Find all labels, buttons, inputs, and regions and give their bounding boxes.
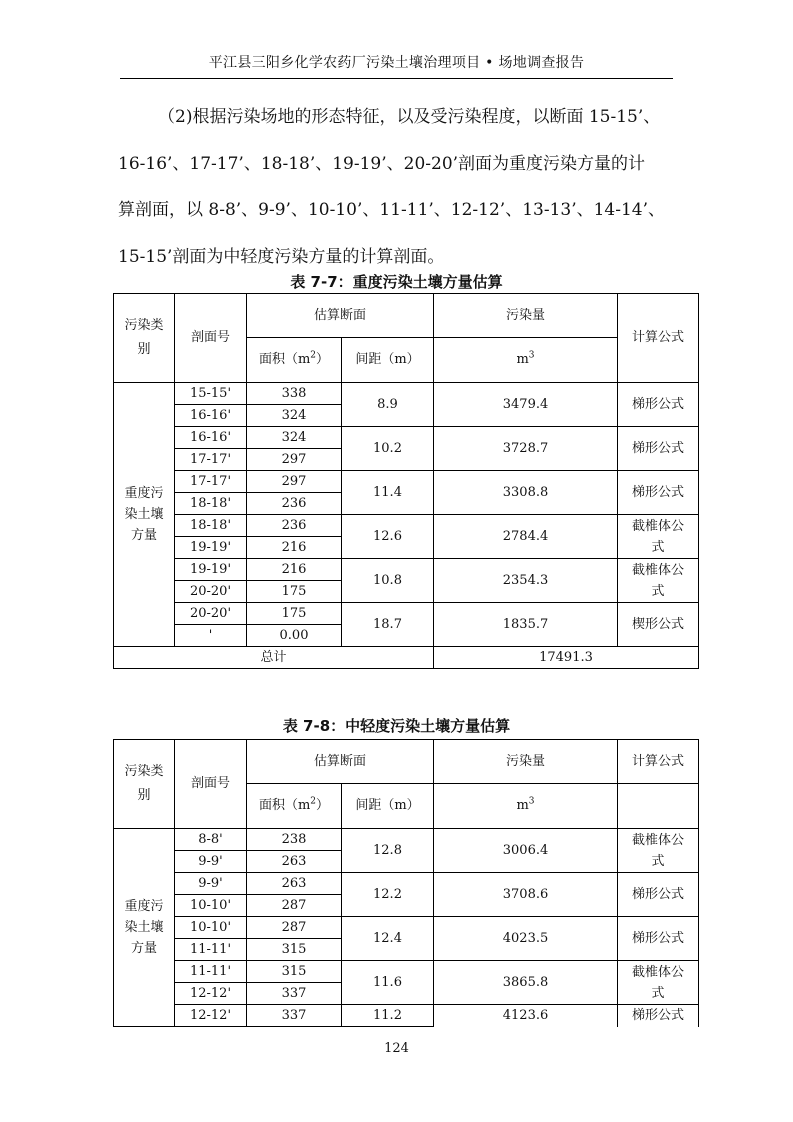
body-paragraph (118, 94, 678, 280)
volume-cell: 4123.6 (434, 1005, 618, 1027)
category-label: 重度污染土壤方量 (124, 486, 164, 543)
table-row (114, 471, 699, 493)
volume-header: 污染量 (434, 294, 618, 338)
area-cell: 338 (247, 383, 342, 405)
area-cell: 216 (247, 559, 342, 581)
header-rule (120, 78, 673, 79)
section-no-header: 剖面号 (175, 740, 247, 829)
area-cell: 287 (247, 917, 342, 939)
area-header: 面积$(m^2)$ (247, 338, 342, 383)
spacing-cell: 12.8 (342, 829, 434, 873)
formula-cell: 截椎体公式 (618, 961, 699, 1005)
volume-header: 污染量 (434, 740, 618, 784)
section-cell: 20-20' (175, 603, 247, 625)
section-cell: 9-9' (175, 851, 247, 873)
section-cell: 10-10' (175, 895, 247, 917)
table1-caption: 表 7-7：重度污染土壤方量估算 (290, 273, 503, 291)
area-cell: 263 (247, 873, 342, 895)
spacing-header: 间距（m） (342, 338, 434, 383)
section-cell: 11-11' (175, 939, 247, 961)
volume-unit-header: $m^3$ (434, 338, 618, 383)
section-cell: 12-12' (175, 1005, 247, 1027)
table-row (114, 603, 699, 625)
section-cell: 18-18' (175, 493, 247, 515)
table-row (114, 873, 699, 895)
area-cell: 236 (247, 493, 342, 515)
section-cell: 18-18' (175, 515, 247, 537)
medium-light-pollution-volume-table (113, 739, 699, 1027)
section-cell: 16-16' (175, 405, 247, 427)
formula-header: 计算公式 (618, 740, 699, 784)
table-row (114, 559, 699, 581)
volume-cell: 3479.4 (434, 383, 618, 427)
area-cell: 337 (247, 983, 342, 1005)
paragraph-line: 算剖面，以 8-8’、9-9’、10-10’、11-11’、12-12’、13-13’、14-14’、 (118, 200, 666, 220)
section-cell: 11-11' (175, 961, 247, 983)
area-cell: 315 (247, 939, 342, 961)
spacing-cell: 12.4 (342, 917, 434, 961)
section-cell: 12-12' (175, 983, 247, 1005)
area-cell: 315 (247, 961, 342, 983)
total-row (114, 647, 699, 669)
category-cell (114, 829, 175, 1027)
formula-cell: 截椎体公式 (618, 515, 699, 559)
total-value: 17491.3 (434, 647, 699, 669)
page-number: 124 (384, 1041, 409, 1056)
table-row (114, 917, 699, 939)
volume-cell: 3006.4 (434, 829, 618, 873)
volume-cell: 1835.7 (434, 603, 618, 647)
area-cell: 297 (247, 449, 342, 471)
table-row (114, 1005, 699, 1027)
area-cell: 263 (247, 851, 342, 873)
area-cell: 0.00 (247, 625, 342, 647)
estimate-section-header: 估算断面 (247, 294, 434, 338)
section-cell: 17-17' (175, 449, 247, 471)
area-header: 面积$(m^2)$ (247, 784, 342, 829)
section-cell: 8-8' (175, 829, 247, 851)
formula-cell: 梯形公式 (618, 917, 699, 961)
section-cell: ' (175, 625, 247, 647)
formula-cell: 梯形公式 (618, 471, 699, 515)
paragraph-line: （2)根据污染场地的形态特征，以及受污染程度，以断面 15-15’、 (158, 107, 661, 127)
table-row (114, 961, 699, 983)
formula-cell: 梯形公式 (618, 383, 699, 427)
volume-cell: 3708.6 (434, 873, 618, 917)
formula-cell: 梯形公式 (618, 873, 699, 917)
volume-unit-header: $m^3$ (434, 784, 618, 829)
area-cell: 238 (247, 829, 342, 851)
section-cell: 19-19' (175, 537, 247, 559)
area-cell: 297 (247, 471, 342, 493)
table-row (114, 515, 699, 537)
category-header: 污染类别 (114, 294, 175, 383)
heavy-pollution-volume-table (113, 293, 699, 669)
formula-header: 计算公式 (618, 294, 699, 383)
spacing-cell: 18.7 (342, 603, 434, 647)
area-cell: 236 (247, 515, 342, 537)
table-row (114, 427, 699, 449)
paragraph-line: 16-16’、17-17’、18-18’、19-19’、20-20’剖面为重度污染方量的计 (118, 153, 646, 174)
table-row (114, 383, 699, 405)
spacing-cell: 10.2 (342, 427, 434, 471)
formula-cell: 楔形公式 (618, 603, 699, 647)
volume-cell: 2354.3 (434, 559, 618, 603)
area-cell: 175 (247, 581, 342, 603)
spacing-cell: 10.8 (342, 559, 434, 603)
section-cell: 16-16' (175, 427, 247, 449)
area-cell: 324 (247, 405, 342, 427)
formula-cell: 梯形公式 (618, 427, 699, 471)
spacing-cell: 8.9 (342, 383, 434, 427)
spacing-cell: 11.6 (342, 961, 434, 1005)
section-no-header: 剖面号 (175, 294, 247, 383)
section-cell: 10-10' (175, 917, 247, 939)
spacing-cell: 12.2 (342, 873, 434, 917)
category-label: 重度污染土壤方量 (124, 899, 164, 956)
estimate-section-header: 估算断面 (247, 740, 434, 784)
spacing-header: 间距（m） (342, 784, 434, 829)
spacing-cell: 11.4 (342, 471, 434, 515)
area-cell: 287 (247, 895, 342, 917)
formula-cell: 截椎体公式 (618, 559, 699, 603)
volume-cell: 4023.5 (434, 917, 618, 961)
volume-cell: 3728.7 (434, 427, 618, 471)
volume-cell: 3308.8 (434, 471, 618, 515)
section-cell: 19-19' (175, 559, 247, 581)
total-label: 总计 (114, 647, 434, 669)
page-header: 平江县三阳乡化学农药厂污染土壤治理项目 • 场地调查报告 (208, 55, 585, 71)
section-cell: 9-9' (175, 873, 247, 895)
volume-cell: 2784.4 (434, 515, 618, 559)
table-row (114, 829, 699, 851)
paragraph-line: 15-15’剖面为中轻度污染方量的计算剖面。 (118, 246, 445, 267)
area-cell: 175 (247, 603, 342, 625)
formula-blank-cell (618, 784, 699, 829)
spacing-cell: 11.2 (342, 1005, 434, 1027)
volume-cell: 3865.8 (434, 961, 618, 1005)
section-cell: 20-20' (175, 581, 247, 603)
area-cell: 337 (247, 1005, 342, 1027)
table2-caption: 表 7-8：中轻度污染土壤方量估算 (282, 717, 511, 735)
section-cell: 15-15' (175, 383, 247, 405)
area-cell: 324 (247, 427, 342, 449)
area-cell: 216 (247, 537, 342, 559)
formula-cell: 截椎体公式 (618, 829, 699, 873)
category-header: 污染类别 (114, 740, 175, 829)
category-cell (114, 383, 175, 647)
formula-cell: 梯形公式 (618, 1005, 699, 1027)
section-cell: 17-17' (175, 471, 247, 493)
spacing-cell: 12.6 (342, 515, 434, 559)
